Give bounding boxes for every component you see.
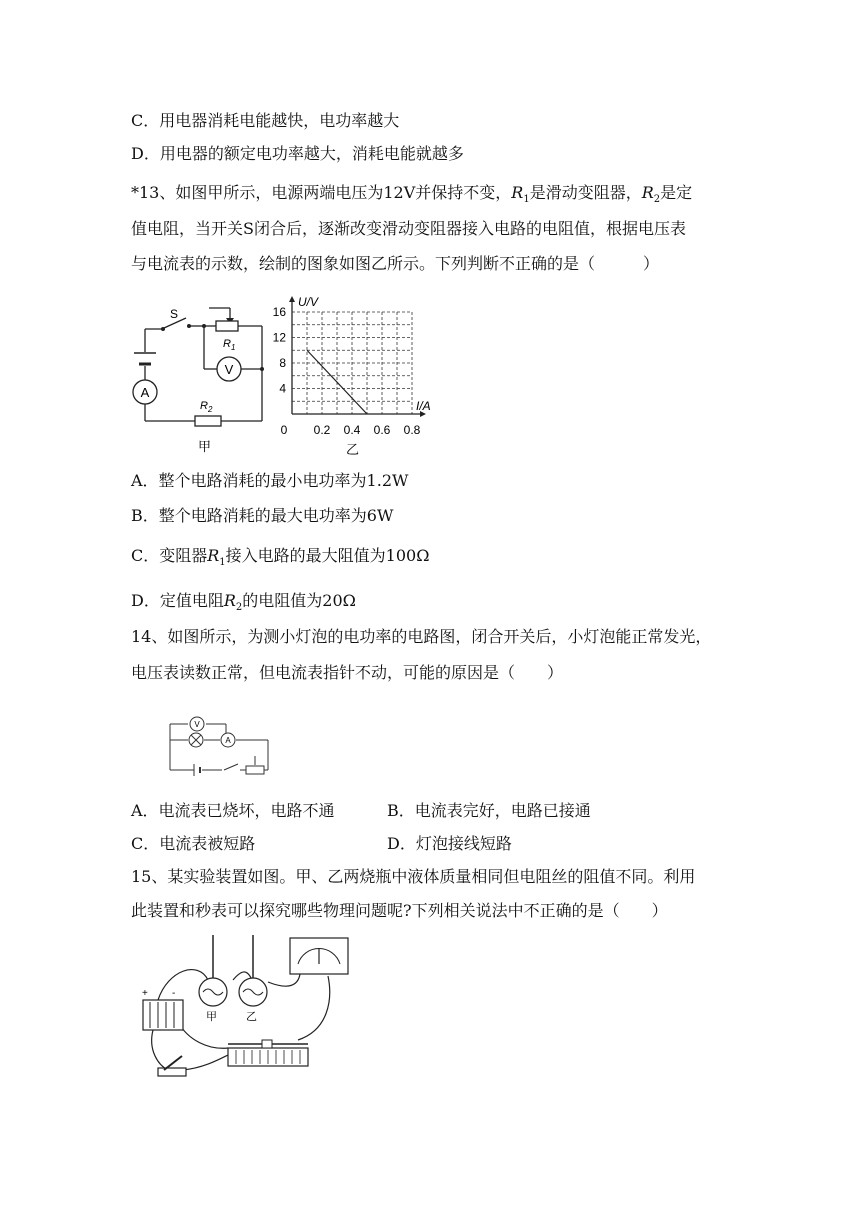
y-tick-label: 8 (279, 356, 286, 370)
r2-resistor (195, 416, 221, 426)
r1-resistor (216, 321, 238, 331)
x-tick-label: 0.6 (373, 423, 391, 437)
y-axis-label: U/V (298, 295, 319, 309)
battery-pack (143, 1000, 183, 1030)
flask-jia-label: 甲 (206, 1011, 217, 1023)
q13-option-d: D．定值电阻$R_2$的电阻值为20Ω (131, 591, 356, 614)
q13-option-a: A．整个电路消耗的最小电功率为1.2W (131, 471, 409, 490)
r2-label: $R_2$ (200, 400, 213, 414)
q13-stem-line2: 值电阻，当开关S闭合后，逐渐改变滑动变阻器接入电路的电阻值，根据电压表 (131, 219, 686, 238)
voltmeter-label: V (194, 720, 200, 729)
q14-option-c: C．电流表被短路 (131, 834, 256, 853)
y-tick-label: 12 (272, 330, 286, 345)
q14-circuit-figure (160, 712, 280, 776)
x-tick-label: 0.4 (343, 423, 361, 437)
y-axis-arrow (289, 296, 295, 302)
x-tick-label: 0.2 (313, 423, 331, 437)
figure-yi-caption: 乙 (346, 442, 360, 457)
y-tick-label: 4 (279, 381, 286, 396)
x-axis-label: I/A (416, 399, 431, 413)
q14-stem-line2: 电压表读数正常，但电流表指针不动，可能的原因是（ ） (131, 663, 564, 682)
voltmeter-label: V (224, 362, 234, 377)
rheostat-slider (262, 1040, 272, 1048)
q12-option-c: C．用电器消耗电能越快，电功率越大 (131, 111, 400, 130)
flask-yi-label: 乙 (246, 1011, 257, 1023)
q15-stem-line1: 15、某实验装置如图。甲、乙两烧瓶中液体质量相同但电阻丝的阻值不同。利用 (131, 867, 696, 886)
ammeter-label: A (225, 736, 231, 745)
q13-option-c: C．变阻器$R_1$接入电路的最大阻值为100Ω (131, 546, 430, 569)
r1-label: $R_1$ (223, 338, 236, 352)
q15-apparatus-figure (128, 930, 358, 1080)
y-tick-label: 16 (272, 305, 286, 319)
switch-base (158, 1068, 186, 1076)
x-tick-label: 0 (280, 423, 288, 437)
battery-plus-label: + (142, 988, 148, 999)
q13-option-b: B．整个电路消耗的最大电功率为6W (131, 506, 394, 525)
q14-option-d: D．灯泡接线短路 (387, 834, 512, 853)
q13-stem-line1: *13、如图甲所示，电源两端电压为12V并保持不变，$R_1$是滑动变阻器，$R_2$是定 (131, 183, 693, 206)
ammeter-label: A (140, 385, 150, 400)
x-tick-label: 0.8 (403, 423, 421, 437)
q13-ui-graph (268, 290, 431, 460)
q13-circuit-figure (120, 296, 280, 462)
q13-stem-line3: 与电流表的示数，绘制的图象如图乙所示。下列判断不正确的是（ ） (131, 254, 660, 273)
q14-option-a: A．电流表已烧坏，电路不通 (131, 801, 335, 820)
q14-option-b: B．电流表完好，电路已接通 (387, 801, 591, 820)
q12-option-d: D．用电器的额定电功率越大，消耗电能就越多 (131, 144, 464, 163)
battery-minus-label: - (172, 988, 176, 999)
switch-label: S (170, 307, 179, 321)
q15-stem-line2: 此装置和秒表可以探究哪些物理问题呢?下列相关说法中不正确的是（ ） (131, 901, 668, 920)
q14-stem-line1: 14、如图所示，为测小灯泡的电功率的电路图，闭合开关后，小灯泡能正常发光， (131, 627, 712, 646)
figure-jia-caption: 甲 (198, 439, 212, 454)
